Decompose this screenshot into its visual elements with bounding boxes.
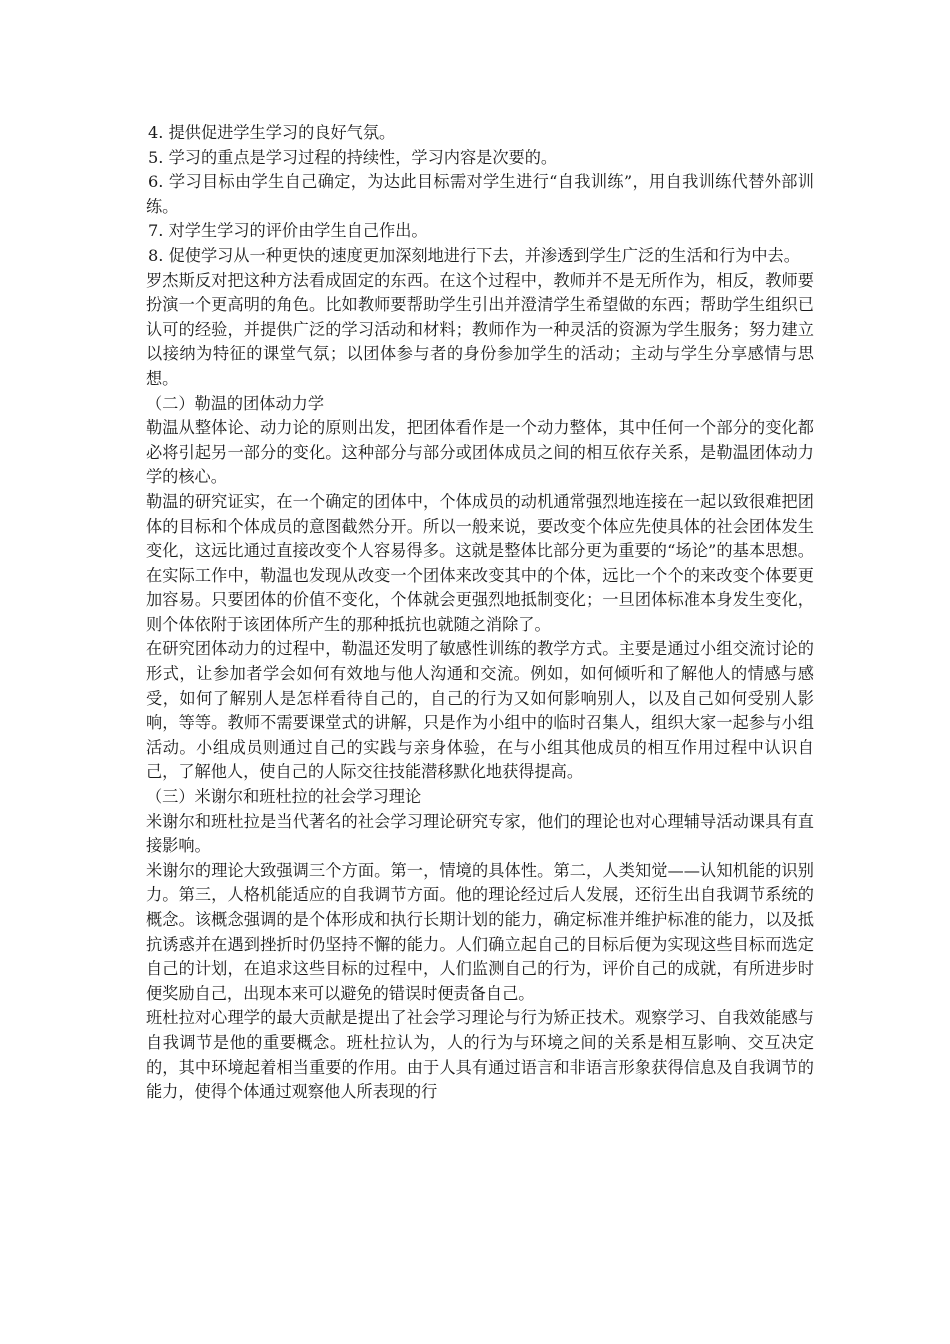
list-item-7: 7. 对学生学习的评价由学生自己作出。 <box>148 221 428 241</box>
section-heading-social-learning: （三）米谢尔和班杜拉的社会学习理论 <box>146 787 422 807</box>
list-item-8: 8. 促使学习从一种更快的速度更加深刻地进行下去，并渗透到学生广泛的生活和行为中去。 <box>148 245 800 265</box>
document-body <box>146 121 814 1105</box>
list-item-6: 6. 学习目标由学生自己确定，为达此目标需对学生进行“自我训练”，用自我训练代替外部训练。 <box>146 172 814 216</box>
list-item-4: 4. 提供促进学生学习的良好气氛。 <box>148 123 396 142</box>
paragraph-mischel-bandura: 米谢尔和班杜拉是当代著名的社会学习理论研究专家，他们的理论也对心理辅导活动课具有直接影响。 <box>146 811 814 856</box>
list-item-5: 5. 学习的重点是学习过程的持续性，学习内容是次要的。 <box>148 147 558 167</box>
paragraph-lewin-research: 勒温的研究证实，在一个确定的团体中，个体成员的动机通常强烈地连接在一起以致很难把团体的目标和个体成员的意图截然分开。所以一般来说，要改变个体应先使具体的社会团体发生变化，这远比通过直接改变个人容易得多。这就是整体比部分更为重要的“场论”的基本思想。在实际工作中，勒温也发现从改变一个团体来改变其中的个体，远比一个个的来改变个体要更加容易。只要团体的价值不变化，个体就会更强烈地抵制变化；一旦团体标准本身发生变化，则个体依附于该团体所产生的那种抵抗也就随之消除了。 <box>146 491 814 634</box>
paragraph-rogers: 罗杰斯反对把这种方法看成固定的东西。在这个过程中，教师并不是无所作为，相反，教师要扮演一个更高明的角色。比如教师要帮助学生引出并澄清学生希望做的东西；帮助学生组织已认可的经验，并提供广泛的学习活动和材料；教师作为一种灵活的资源为学生服务；努力建立以接纳为特征的课堂气氛；以团体参与者的身份参加学生的活动；主动与学生分享感情与思想。 <box>146 270 814 388</box>
section-heading-lewin: （二）勒温的团体动力学 <box>146 393 325 413</box>
paragraph-lewin-sensitivity: 在研究团体动力的过程中，勒温还发明了敏感性训练的教学方式。主要是通过小组交流讨论的形式，让参加者学会如何有效地与他人沟通和交流。例如，如何倾听和了解他人的情感与感受，如何了解别人是怎样看待自己的，自己的行为又如何影响别人，以及自己如何受别人影响，等等。教师不需要课堂式的讲解，只是作为小组中的临时召集人，组织大家一起参与小组活动。小组成员则通过自己的实践与亲身体验，在与小组其他成员的相互作用过程中认识自己，了解他人，使自己的人际交往技能潜移默化地获得提高。 <box>146 639 814 782</box>
paragraph-bandura: 班杜拉对心理学的最大贡献是提出了社会学习理论与行为矫正技术。观察学习、自我效能感与自我调节是他的重要概念。班杜拉认为，人的行为与环境之间的关系是相互影响、交互决定的，其中环境起着相当重要的作用。由于人具有通过语言和非语言形象获得信息及自我调节的能力，使得个体通过观察他人所表现的行 <box>146 1008 814 1102</box>
paragraph-mischel: 米谢尔的理论大致强调三个方面。第一，情境的具体性。第二，人类知觉——认知机能的识别力。第三，人格机能适应的自我调节方面。他的理论经过后人发展，还衍生出自我调节系统的概念。该概念强调的是个体形成和执行长期计划的能力，确定标准并维护标准的能力，以及抵抗诱惑并在遇到挫折时仍坚持不懈的能力。人们确立起自己的目标后便为实现这些目标而选定自己的计划，在追求这些目标的过程中，人们监测自己的行为，评价自己的成就，有所进步时便奖励自己，出现本来可以避免的错误时便责备自己。 <box>146 860 814 1003</box>
paragraph-lewin-holism: 勒温从整体论、动力论的原则出发，把团体看作是一个动力整体，其中任何一个部分的变化都必将引起另一部分的变化。这种部分与部分或团体成员之间的相互依存关系，是勒温团体动力学的核心。 <box>146 418 814 487</box>
